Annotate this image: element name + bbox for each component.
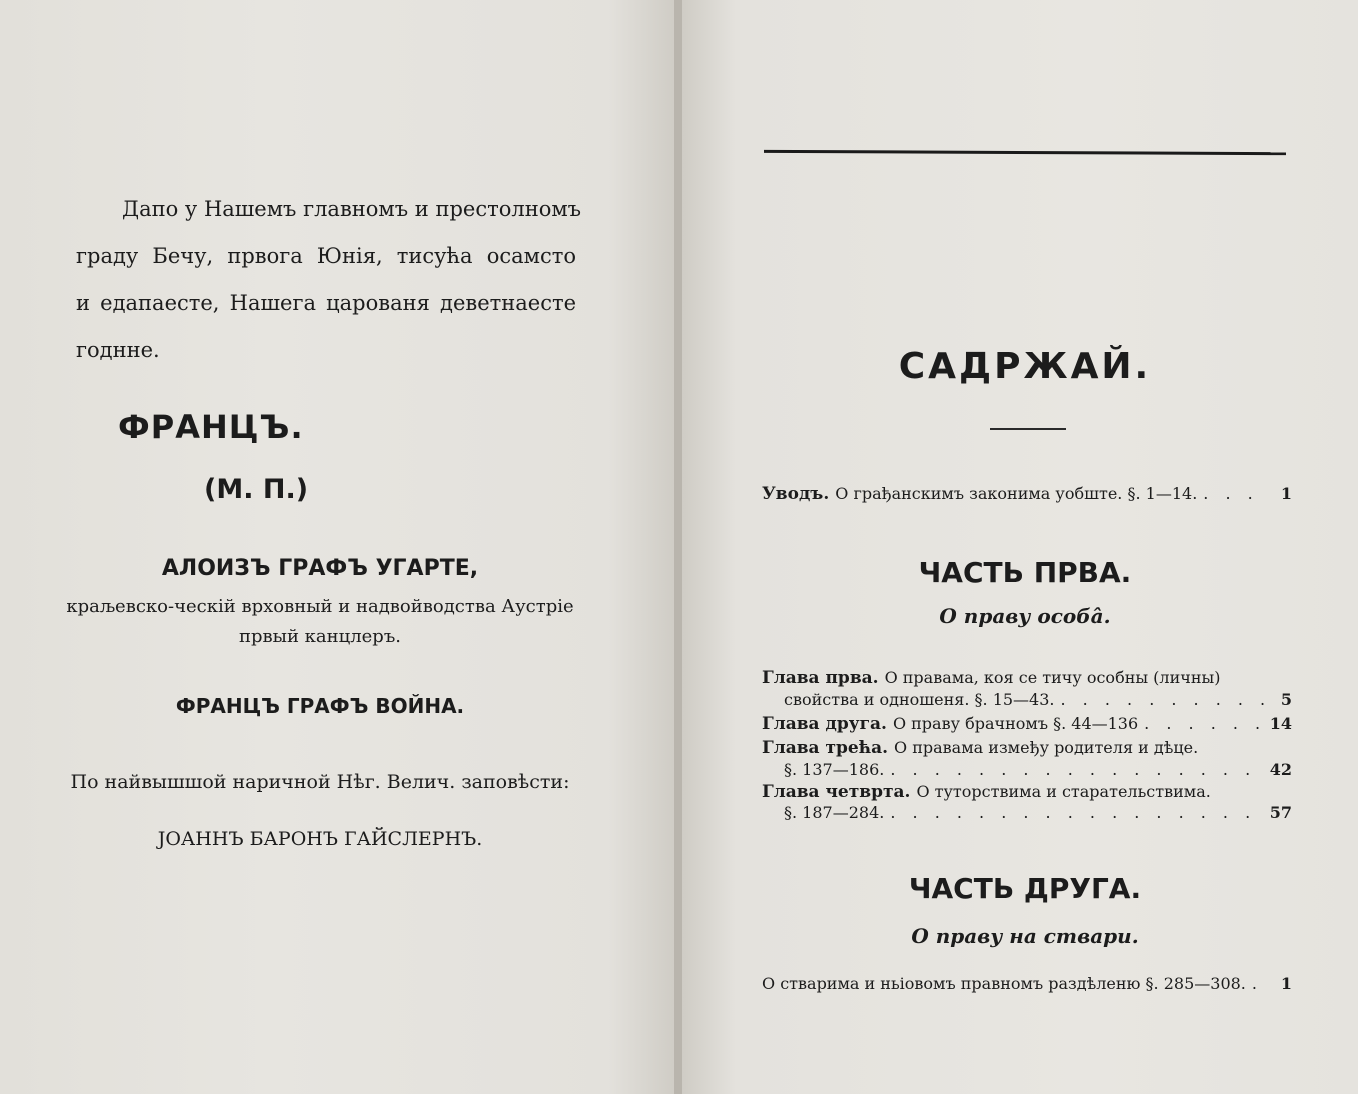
toc-text: О грађанскимъ законима уобште. §. 1—14. xyxy=(835,484,1198,503)
leader-dots xyxy=(890,803,1263,822)
toc-label: Глава друга. xyxy=(762,714,887,734)
toc-row-chapter-4-cont[interactable] xyxy=(784,803,1292,822)
toc-page: 5 xyxy=(1280,690,1292,709)
part-1-subtitle: О праву особâ. xyxy=(939,604,1111,628)
toc-row-chapter-1-cont[interactable] xyxy=(784,690,1292,709)
toc-text-cont: §. 137—186. xyxy=(784,760,885,779)
toc-text: О туторствима и старательствима. xyxy=(916,782,1211,801)
toc-row-chapter-1[interactable] xyxy=(762,668,1292,688)
leader-dots xyxy=(1061,690,1265,709)
toc-title: САДРЖАЙ. xyxy=(898,346,1152,387)
toc-label: Глава трећа. xyxy=(762,738,889,758)
leader-dots xyxy=(890,760,1263,779)
leader-dots xyxy=(1144,714,1264,733)
decree-line: и едапаесте, Нашега царованя деветнаесте xyxy=(76,291,576,315)
toc-page: 57 xyxy=(1269,803,1292,822)
toc-label: Глава четврта. xyxy=(762,782,911,802)
minister-1-title: краљевско-ческій врховный и надвойводства Аустріе првый канцлеръ. xyxy=(66,596,574,647)
toc-text: О правама између родителя и дѣце. xyxy=(894,738,1199,757)
toc-row-part-2-intro[interactable] xyxy=(762,974,1292,993)
seal-mark: (М. П.) xyxy=(204,474,309,505)
decree-line: Дапо у Нашемъ главномъ и престолномъ xyxy=(122,197,582,221)
by-majesty-command: По найвышшой наричной Нѣг. Велич. заповѣсти: xyxy=(70,771,570,793)
toc-row-chapter-4[interactable] xyxy=(762,782,1292,802)
part-1-heading: ЧАСТЬ ПРВА. xyxy=(918,556,1132,589)
minister-3-name: ЈОАННЪ БАРОНЪ ГАЙСЛЕРНЪ. xyxy=(157,828,483,850)
part-2-subtitle: О праву на ствари. xyxy=(911,924,1139,948)
decree-line: годнне. xyxy=(76,338,160,362)
toc-page: 1 xyxy=(1280,484,1292,503)
toc-label: Глава прва. xyxy=(762,668,879,688)
toc-row-chapter-3-cont[interactable] xyxy=(784,760,1292,779)
leader-dots xyxy=(1252,974,1264,993)
part-2-heading: ЧАСТЬ ДРУГА. xyxy=(908,872,1142,905)
decree-paragraph xyxy=(76,186,582,374)
toc-text: О праву брачномъ §. 44—136 xyxy=(892,714,1139,733)
toc-page: 14 xyxy=(1269,714,1292,733)
leader-dots xyxy=(1203,484,1264,503)
toc-row-chapter-2[interactable] xyxy=(762,714,1292,734)
toc-page: 1 xyxy=(1280,974,1292,993)
toc-row-intro[interactable] xyxy=(762,484,1292,504)
toc-text: О стварима и ньіовомъ правномъ раздѣленю §. 285—308. xyxy=(762,974,1246,993)
left-page xyxy=(0,0,676,1094)
decree-line: граду Бечу, првога Юнія, тисућа осамсто xyxy=(76,244,576,268)
toc-row-chapter-3[interactable] xyxy=(762,738,1292,758)
title-underline xyxy=(990,428,1066,430)
emperor-signature: ФРАНЦЪ. xyxy=(118,408,304,446)
toc-text: О правама, коя се тичу особны (личны) xyxy=(884,668,1221,687)
toc-text-cont: свойства и одношеня. §. 15—43. xyxy=(784,690,1055,709)
minister-2-name: ФРАНЦЪ ГРАФЪ ВОЙНА. xyxy=(175,694,465,718)
minister-1-name: АЛОИЗЪ ГРАФЪ УГАРТЕ, xyxy=(161,556,479,581)
toc-label: Уводъ. xyxy=(762,484,830,504)
toc-page: 42 xyxy=(1269,760,1292,779)
toc-text-cont: §. 187—284. xyxy=(784,803,885,822)
